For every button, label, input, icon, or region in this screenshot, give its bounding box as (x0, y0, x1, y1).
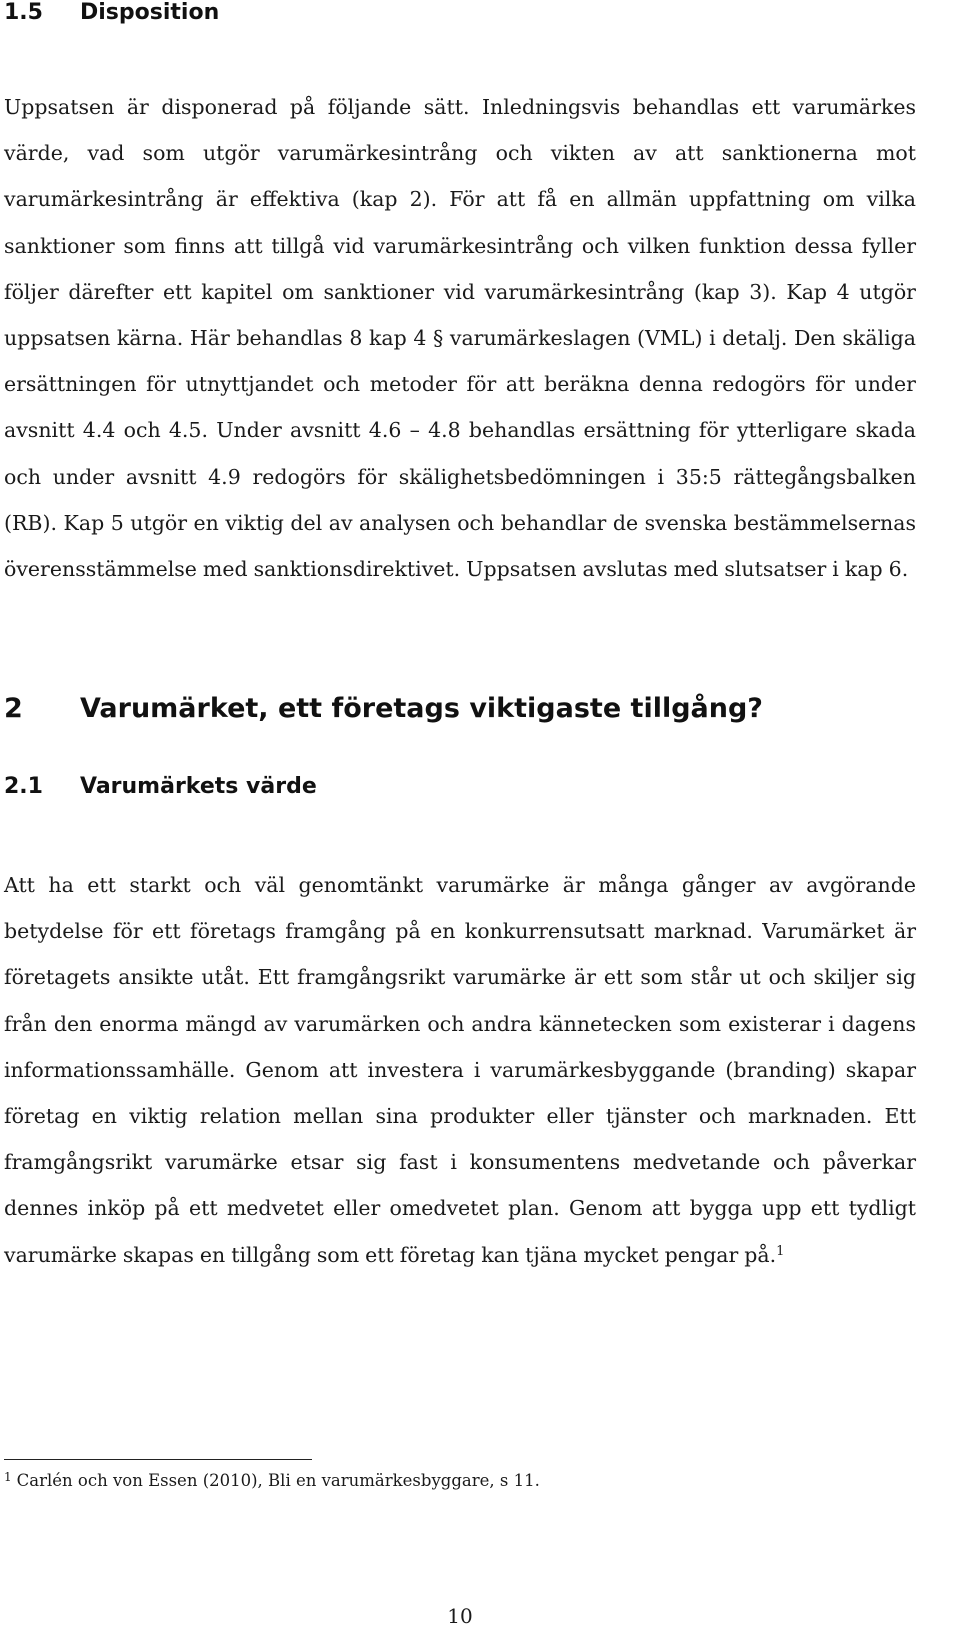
chapter-title: Varumärket, ett företags viktigaste tillgång? (80, 693, 763, 724)
section-number: 1.5 (4, 0, 43, 25)
footnote-reference[interactable]: 1 (776, 1243, 785, 1259)
section-heading-1-5 (4, 0, 219, 25)
brand-value-text: Att ha ett starkt och väl genomtänkt varumärke är många gånger av avgörande betydelse för ett företags framgång på en konkurrensutsatt marknad. Varumärket är företagets ansikte utåt. Ett framgångsrikt varumärke är ett som står ut och skiljer sig från den enorma mängd av varumärken och andra kännetecken som existerar i dagens informationssamhälle. Genom att investera i varumärkesbyggande (branding) skapar företag en viktig relation mellan sina produkter eller tjänster och marknaden. Ett framgångsrikt varumärke etsar sig fast i konsumentens medvetande och påverkar dennes inköp på ett medvetet eller omedvetet plan. Genom att bygga upp ett tydligt varumärke skapas en tillgång som ett företag kan tjäna mycket pengar på. (4, 873, 916, 1267)
footnote (4, 1470, 540, 1490)
footnote-number: 1 (4, 1470, 12, 1484)
footnote-separator (4, 1459, 312, 1460)
section-heading-2-1 (4, 774, 317, 799)
disposition-paragraph: Uppsatsen är disponerad på följande sätt. Inledningsvis behandlas ett varumärkes värde, vad som utgör varumärkesintrång och vikten av att sanktionerna mot varumärkesintrång är effektiva (kap 2). För att få en allmän uppfattning om vilka sanktioner som finns att tillgå vid varumärkesintrång och vilken funktion dessa fyller följer därefter ett kapitel om sanktioner vid varumärkesintrång (kap 3). Kap 4 utgör uppsatsen kärna. Här behandlas 8 kap 4 § varumärkeslagen (VML) i detalj. Den skäliga ersättningen för utnyttjandet och metoder för att beräkna denna redogörs för under avsnitt 4.4 och 4.5. Under avsnitt 4.6 – 4.8 behandlas ersättning för ytterligare skada och under avsnitt 4.9 redogörs för skälighetsbedömningen i 35:5 rättegångsbalken (RB). Kap 5 utgör en viktig del av analysen och behandlar de svenska bestämmelsernas överensstämmelse med sanktionsdirektivet. Uppsatsen avslutas med slutsatser i kap 6. (4, 95, 916, 582)
chapter-number: 2 (4, 693, 23, 724)
chapter-heading-2 (4, 693, 763, 724)
footnote-text: Carlén och von Essen (2010), Bli en varumärkesbyggare, s 11. (16, 1471, 540, 1490)
page-number: 10 (447, 1604, 473, 1628)
section-title: Varumärkets värde (80, 774, 317, 799)
section-title: Disposition (80, 0, 220, 25)
brand-value-paragraph (4, 862, 916, 1278)
section-number: 2.1 (4, 774, 43, 799)
